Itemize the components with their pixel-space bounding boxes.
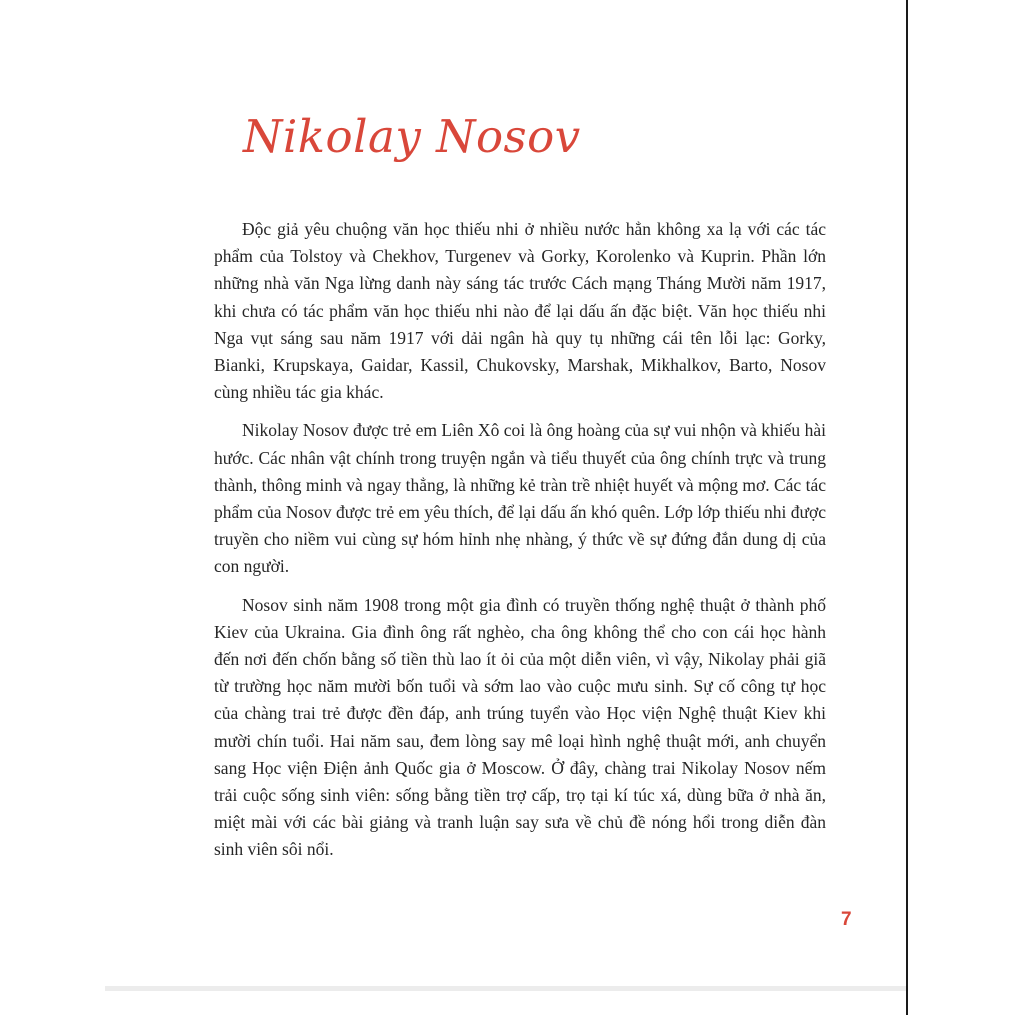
paragraph: Độc giả yêu chuộng văn học thiếu nhi ở nhiều nước hẳn không xa lạ với các tác phẩm của Tolstoy và Chekhov, Turgenev và Gorky, Korolenko và Kuprin. Phần lớn những nhà văn Nga lừng danh này sáng tác trước Cách mạng Tháng Mười năm 1917, khi chưa có tác phẩm văn học thiếu nhi nào để lại dấu ấn đặc biệt. Văn học thiếu nhi Nga vụt sáng sau năm 1917 với dải ngân hà quy tụ những cái tên lỗi lạc: Gorky, Bianki, Krupskaya, Gaidar, Kassil, Chukovsky, Marshak, Mikhalkov, Barto, Nosov cùng nhiều tác gia khác.: [214, 219, 826, 403]
body-text: [214, 216, 826, 875]
paragraph: Nosov sinh năm 1908 trong một gia đình có truyền thống nghệ thuật ở thành phố Kiev của Ukraina. Gia đình ông rất nghèo, cha ông không thể cho con cái học hành đến nơi đến chốn bằng số tiền thù lao ít ỏi của một diễn viên, vì vậy, Nikolay phải giã từ trường học năm mười bốn tuổi và sớm lao vào cuộc mưu sinh. Sự cố công tự học của chàng trai trẻ được đền đáp, anh trúng tuyển vào Học viện Nghệ thuật Kiev khi mười chín tuổi. Hai năm sau, đem lòng say mê loại hình nghệ thuật mới, anh chuyển sang Học viện Điện ảnh Quốc gia ở Moscow. Ở đây, chàng trai Nikolay Nosov nếm trải cuộc sống sinh viên: sống bằng tiền trợ cấp, trọ tại kí túc xá, dùng bữa ở nhà ăn, miệt mài với các bài giảng và tranh luận say sưa về chủ đề nóng hổi trong diễn đàn sinh viên sôi nổi.: [214, 594, 826, 860]
page-bottom-shadow: [105, 986, 906, 991]
paragraph: Nikolay Nosov được trẻ em Liên Xô coi là ông hoàng của sự vui nhộn và khiếu hài hước. Các nhân vật chính trong truyện ngắn và tiểu thuyết của ông chính trực và trung thành, thông minh và ngay thẳng, là những kẻ tràn trề nhiệt huyết và mộng mơ. Các tác phẩm của Nosov được trẻ em yêu thích, để lại dấu ấn khó quên. Lớp lớp thiếu nhi được truyền cho niềm vui cùng sự hóm hỉnh nhẹ nhàng, ý thức về sự đứng đắn dung dị của con người.: [214, 420, 826, 577]
page-edge-divider: [906, 0, 908, 1015]
chapter-title: Nikolay Nosov: [243, 110, 581, 163]
page-number: 7: [841, 909, 852, 930]
